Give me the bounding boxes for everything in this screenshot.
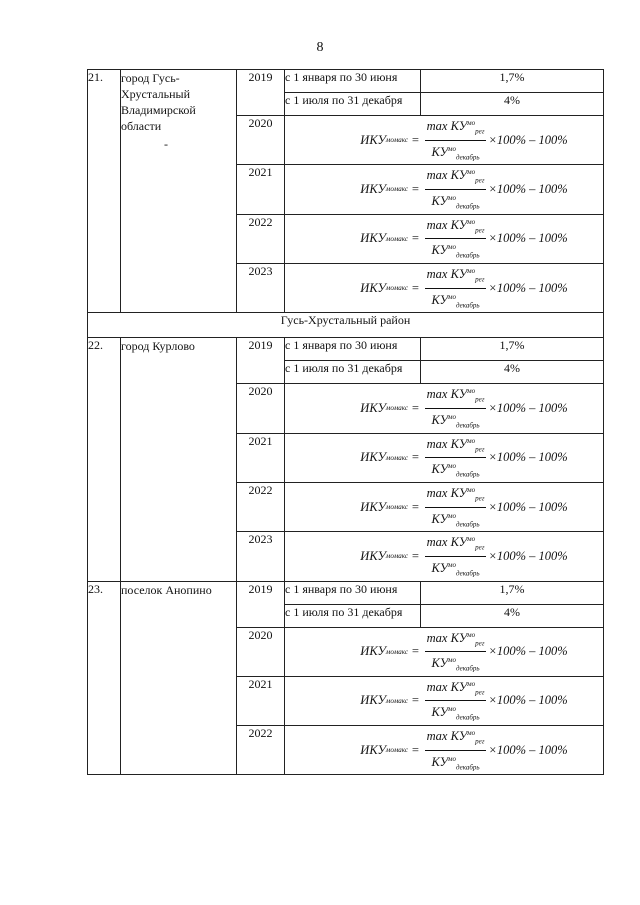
- table-row: [88, 70, 604, 93]
- percent-cell: 4%: [421, 361, 604, 384]
- formula-fraction: $\frac{\max КУ^{мо}_{рег}}{КУ^{мо}_{декабрь}}$: [425, 726, 487, 774]
- formula-cell: [285, 532, 604, 581]
- formula-fraction: $\frac{\max КУ^{мо}_{рег}}{КУ^{мо}_{декабрь}}$: [425, 215, 487, 263]
- period-cell: с 1 июля по 31 декабря: [285, 361, 421, 384]
- table-row: [88, 338, 604, 361]
- locality-cell: [121, 70, 237, 313]
- formula-fraction: $\frac{\max КУ^{мо}_{рег}}{КУ^{мо}_{декабрь}}$: [425, 264, 487, 312]
- formula: ИКУ мо макс = $\frac{\max КУ^{мо}_{рег}}{КУ^{мо}_{декабрь}}$ ×100% – 100%: [285, 215, 603, 263]
- year-cell: 2020: [237, 627, 285, 676]
- locality-name: город Курлово: [121, 339, 195, 354]
- formula-cell: [285, 384, 604, 433]
- year-cell: 2022: [237, 482, 285, 531]
- year-cell: 2019: [237, 70, 285, 116]
- year-cell: 2021: [237, 433, 285, 482]
- percent-cell: 1,7%: [421, 70, 604, 93]
- table-row: [88, 581, 604, 604]
- formula: ИКУ мо макс = $\frac{\max КУ^{мо}_{рег}}{КУ^{мо}_{декабрь}}$ ×100% – 100%: [285, 434, 603, 482]
- formula-fraction: $\frac{\max КУ^{мо}_{рег}}{КУ^{мо}_{декабрь}}$: [425, 532, 487, 580]
- locality-name: поселок Анопино: [121, 582, 212, 597]
- formula-cell: [285, 116, 604, 165]
- locality-cell: [121, 338, 237, 581]
- dash-mark: -: [164, 137, 168, 151]
- formula-fraction: $\frac{\max КУ^{мо}_{рег}}{КУ^{мо}_{декабрь}}$: [425, 116, 487, 164]
- period-cell: с 1 июля по 31 декабря: [285, 93, 421, 116]
- year-cell: 2021: [237, 165, 285, 214]
- formula: ИКУ мо макс = $\frac{\max КУ^{мо}_{рег}}{КУ^{мо}_{декабрь}}$ ×100% – 100%: [285, 726, 603, 774]
- year-cell: 2019: [237, 338, 285, 384]
- formula: ИКУ мо макс = $\frac{\max КУ^{мо}_{рег}}{КУ^{мо}_{декабрь}}$ ×100% – 100%: [285, 483, 603, 531]
- row-number: 22.: [88, 338, 121, 581]
- formula: ИКУ мо макс = $\frac{\max КУ^{мо}_{рег}}{КУ^{мо}_{декабрь}}$ ×100% – 100%: [285, 116, 603, 164]
- formula: ИКУ мо макс = $\frac{\max КУ^{мо}_{рег}}{КУ^{мо}_{декабрь}}$ ×100% – 100%: [285, 532, 603, 580]
- formula-cell: [285, 165, 604, 214]
- period-cell: с 1 января по 30 июня: [285, 581, 421, 604]
- percent-cell: 4%: [421, 604, 604, 627]
- year-cell: 2020: [237, 384, 285, 433]
- percent-cell: 1,7%: [421, 338, 604, 361]
- year-cell: 2021: [237, 676, 285, 725]
- formula-fraction: $\frac{\max КУ^{мо}_{рег}}{КУ^{мо}_{декабрь}}$: [425, 677, 487, 725]
- formula: ИКУ мо макс = $\frac{\max КУ^{мо}_{рег}}{КУ^{мо}_{декабрь}}$ ×100% – 100%: [285, 628, 603, 676]
- district-header: Гусь-Хрустальный район: [88, 313, 604, 338]
- tariff-table: [87, 69, 604, 775]
- formula-fraction: $\frac{\max КУ^{мо}_{рег}}{КУ^{мо}_{декабрь}}$: [425, 628, 487, 676]
- percent-cell: 1,7%: [421, 581, 604, 604]
- percent-cell: 4%: [421, 93, 604, 116]
- formula-fraction: $\frac{\max КУ^{мо}_{рег}}{КУ^{мо}_{декабрь}}$: [425, 165, 487, 213]
- district-row: [88, 313, 604, 338]
- formula-cell: [285, 726, 604, 775]
- formula-cell: [285, 433, 604, 482]
- year-cell: 2020: [237, 116, 285, 165]
- formula-cell: [285, 627, 604, 676]
- year-cell: 2023: [237, 263, 285, 312]
- formula-fraction: $\frac{\max КУ^{мо}_{рег}}{КУ^{мо}_{декабрь}}$: [425, 483, 487, 531]
- formula-fraction: $\frac{\max КУ^{мо}_{рег}}{КУ^{мо}_{декабрь}}$: [425, 434, 487, 482]
- row-number: 21.: [88, 70, 121, 313]
- locality-cell: [121, 581, 237, 775]
- row-number: 23.: [88, 581, 121, 775]
- year-cell: 2023: [237, 532, 285, 581]
- year-cell: 2019: [237, 581, 285, 627]
- formula-cell: [285, 482, 604, 531]
- locality-name: город Гусь-Хрустальный Владимирской области: [121, 71, 196, 133]
- formula-cell: [285, 676, 604, 725]
- year-cell: 2022: [237, 726, 285, 775]
- formula: ИКУ мо макс = $\frac{\max КУ^{мо}_{рег}}{КУ^{мо}_{декабрь}}$ ×100% – 100%: [285, 384, 603, 432]
- formula: ИКУ мо макс = $\frac{\max КУ^{мо}_{рег}}{КУ^{мо}_{декабрь}}$ ×100% – 100%: [285, 264, 603, 312]
- period-cell: с 1 июля по 31 декабря: [285, 604, 421, 627]
- formula-cell: [285, 214, 604, 263]
- formula: ИКУ мо макс = $\frac{\max КУ^{мо}_{рег}}{КУ^{мо}_{декабрь}}$ ×100% – 100%: [285, 677, 603, 725]
- period-cell: с 1 января по 30 июня: [285, 70, 421, 93]
- page-number: 8: [316, 40, 324, 55]
- formula-cell: [285, 263, 604, 312]
- year-cell: 2022: [237, 214, 285, 263]
- formula: ИКУ мо макс = $\frac{\max КУ^{мо}_{рег}}{КУ^{мо}_{декабрь}}$ ×100% – 100%: [285, 165, 603, 213]
- period-cell: с 1 января по 30 июня: [285, 338, 421, 361]
- formula-fraction: $\frac{\max КУ^{мо}_{рег}}{КУ^{мо}_{декабрь}}$: [425, 384, 487, 432]
